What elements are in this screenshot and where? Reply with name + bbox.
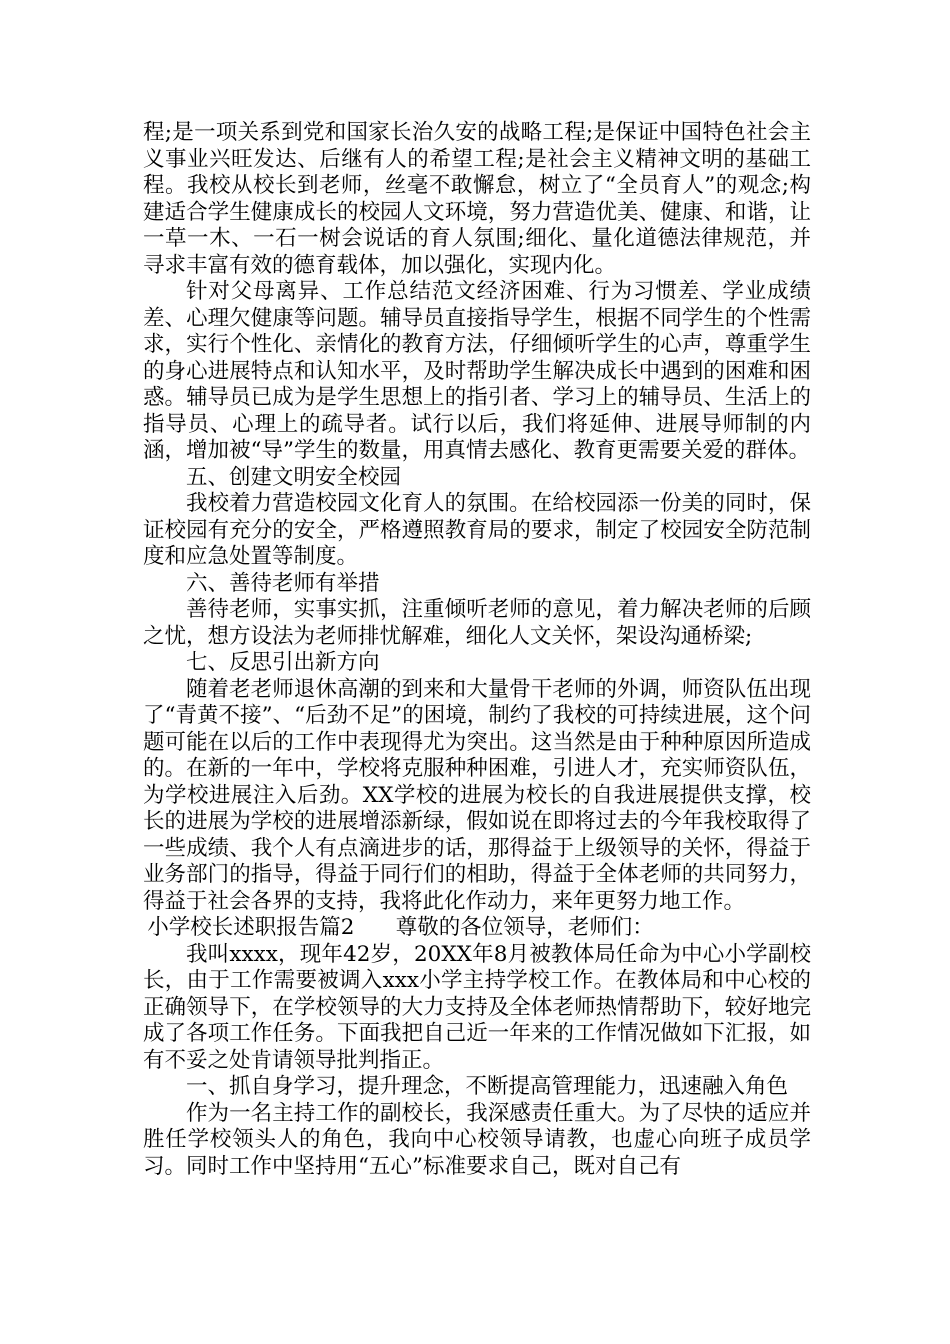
paragraph-moral-education: 程;是一项关系到党和国家长治久安的战略工程;是保证中国特色社会主义事业兴旺发达、后继有人的希望工程;是社会主义精神文明的基础工程。我校从校长到老师，丝毫不敢懈怠，树立了“全员育人”的观念;构建适合学生健康成长的校园人文环境，努力营造优美、健康、和谐，让一草一木、一石一树会说话的育人氛围;细化、量化道德法律规范，并寻求丰富有效的德育载体，加以强化，实现内化。 bbox=[143, 120, 811, 278]
heading-section-6: 六、善待老师有举措 bbox=[186, 570, 380, 596]
greeting: 尊敬的各位领导，老师们： bbox=[395, 915, 654, 940]
paragraph-campus-safety: 我校着力营造校园文化育人的氛围。在给校园添一份美的同时，保证校园有充分的安全，严格遵照教育局的要求，制定了校园安全防范制度和应急处置等制度。 bbox=[143, 491, 811, 569]
paragraph-responsibility: 作为一名主持工作的副校长，我深感责任重大。为了尽快的适应并胜任学校领头人的角色，我向中心校领导请教，也虚心向班子成员学习。同时工作中坚持用“五心”标准要求自己，既对自己有 bbox=[143, 1100, 811, 1179]
report-title-line bbox=[143, 915, 811, 942]
paragraph-teacher-care: 善待老师，实事实抓，注重倾听老师的意见，着力解决老师的后顾之忧，想方设法为老师排忧解难，细化人文关怀，架设沟通桥梁; bbox=[143, 597, 811, 649]
heading-point-1: 一、抓自身学习，提升理念，不断提高管理能力，迅速融入角色 bbox=[186, 1074, 789, 1099]
paragraph-self-intro: 我叫xxxx，现年42岁，20XX年8月被教体局任命为中心小学副校长，由于工作需要被调入xxx小学主持学校工作。在教体局和中心校的正确领导下，在学校领导的大力支持及全体老师热情帮助下，较好地完成了各项工作任务。下面我把自己近一年来的工作情况做如下汇报，如有不妥之处肯请领导批判指正。 bbox=[143, 941, 811, 1073]
paragraph-reflection: 随着老老师退休高潮的到来和大量骨干老师的外调，师资队伍出现了“青黄不接”、“后劲不足”的困境，制约了我校的可持续进展，这个问题可能在以后的工作中表现得尤为突出。这当然是由于种种原因所造成的。在新的一年中，学校将克服种种困难，引进人才，充实师资队伍，为学校进展注入后劲。XX学校的进展为校长的自我进展提供支撑，校长的进展为学校的进展增添新绿，假如说在即将过去的今年我校取得了一些成绩、我个人有点滴进步的话，那得益于上级领导的关怀，得益于业务部门的指导，得益于同行们的相助，得益于全体老师的共同努力，得益于社会各界的支持，我将此化作动力，来年更努力地工作。 bbox=[143, 676, 811, 914]
heading-section-5: 五、创建文明安全校园 bbox=[186, 464, 402, 490]
heading-section-7: 七、反思引出新方向 bbox=[186, 650, 380, 675]
paragraph-counselors: 针对父母离异、工作总结范文经济困难、行为习惯差、学业成绩差、心理欠健康等问题。辅导员直接指导学生，根据不同学生的个性需求，实行个性化、亲情化的教育方法，仔细倾听学生的心声，尊重学生的身心进展特点和认知水平，及时帮助学生解决成长中遇到的困难和困惑。辅导员已成为是学生思想上的指引者、学习上的辅导员、生活上的指导员、心理上的疏导者。试行以后，我们将延伸、进展导师制的内涵，增加被“导”学生的数量，用真情去感化、教育更需要关爱的群体。 bbox=[143, 279, 811, 463]
document-body bbox=[143, 120, 811, 1180]
report-title: 小学校长述职报告篇2 bbox=[147, 915, 355, 940]
